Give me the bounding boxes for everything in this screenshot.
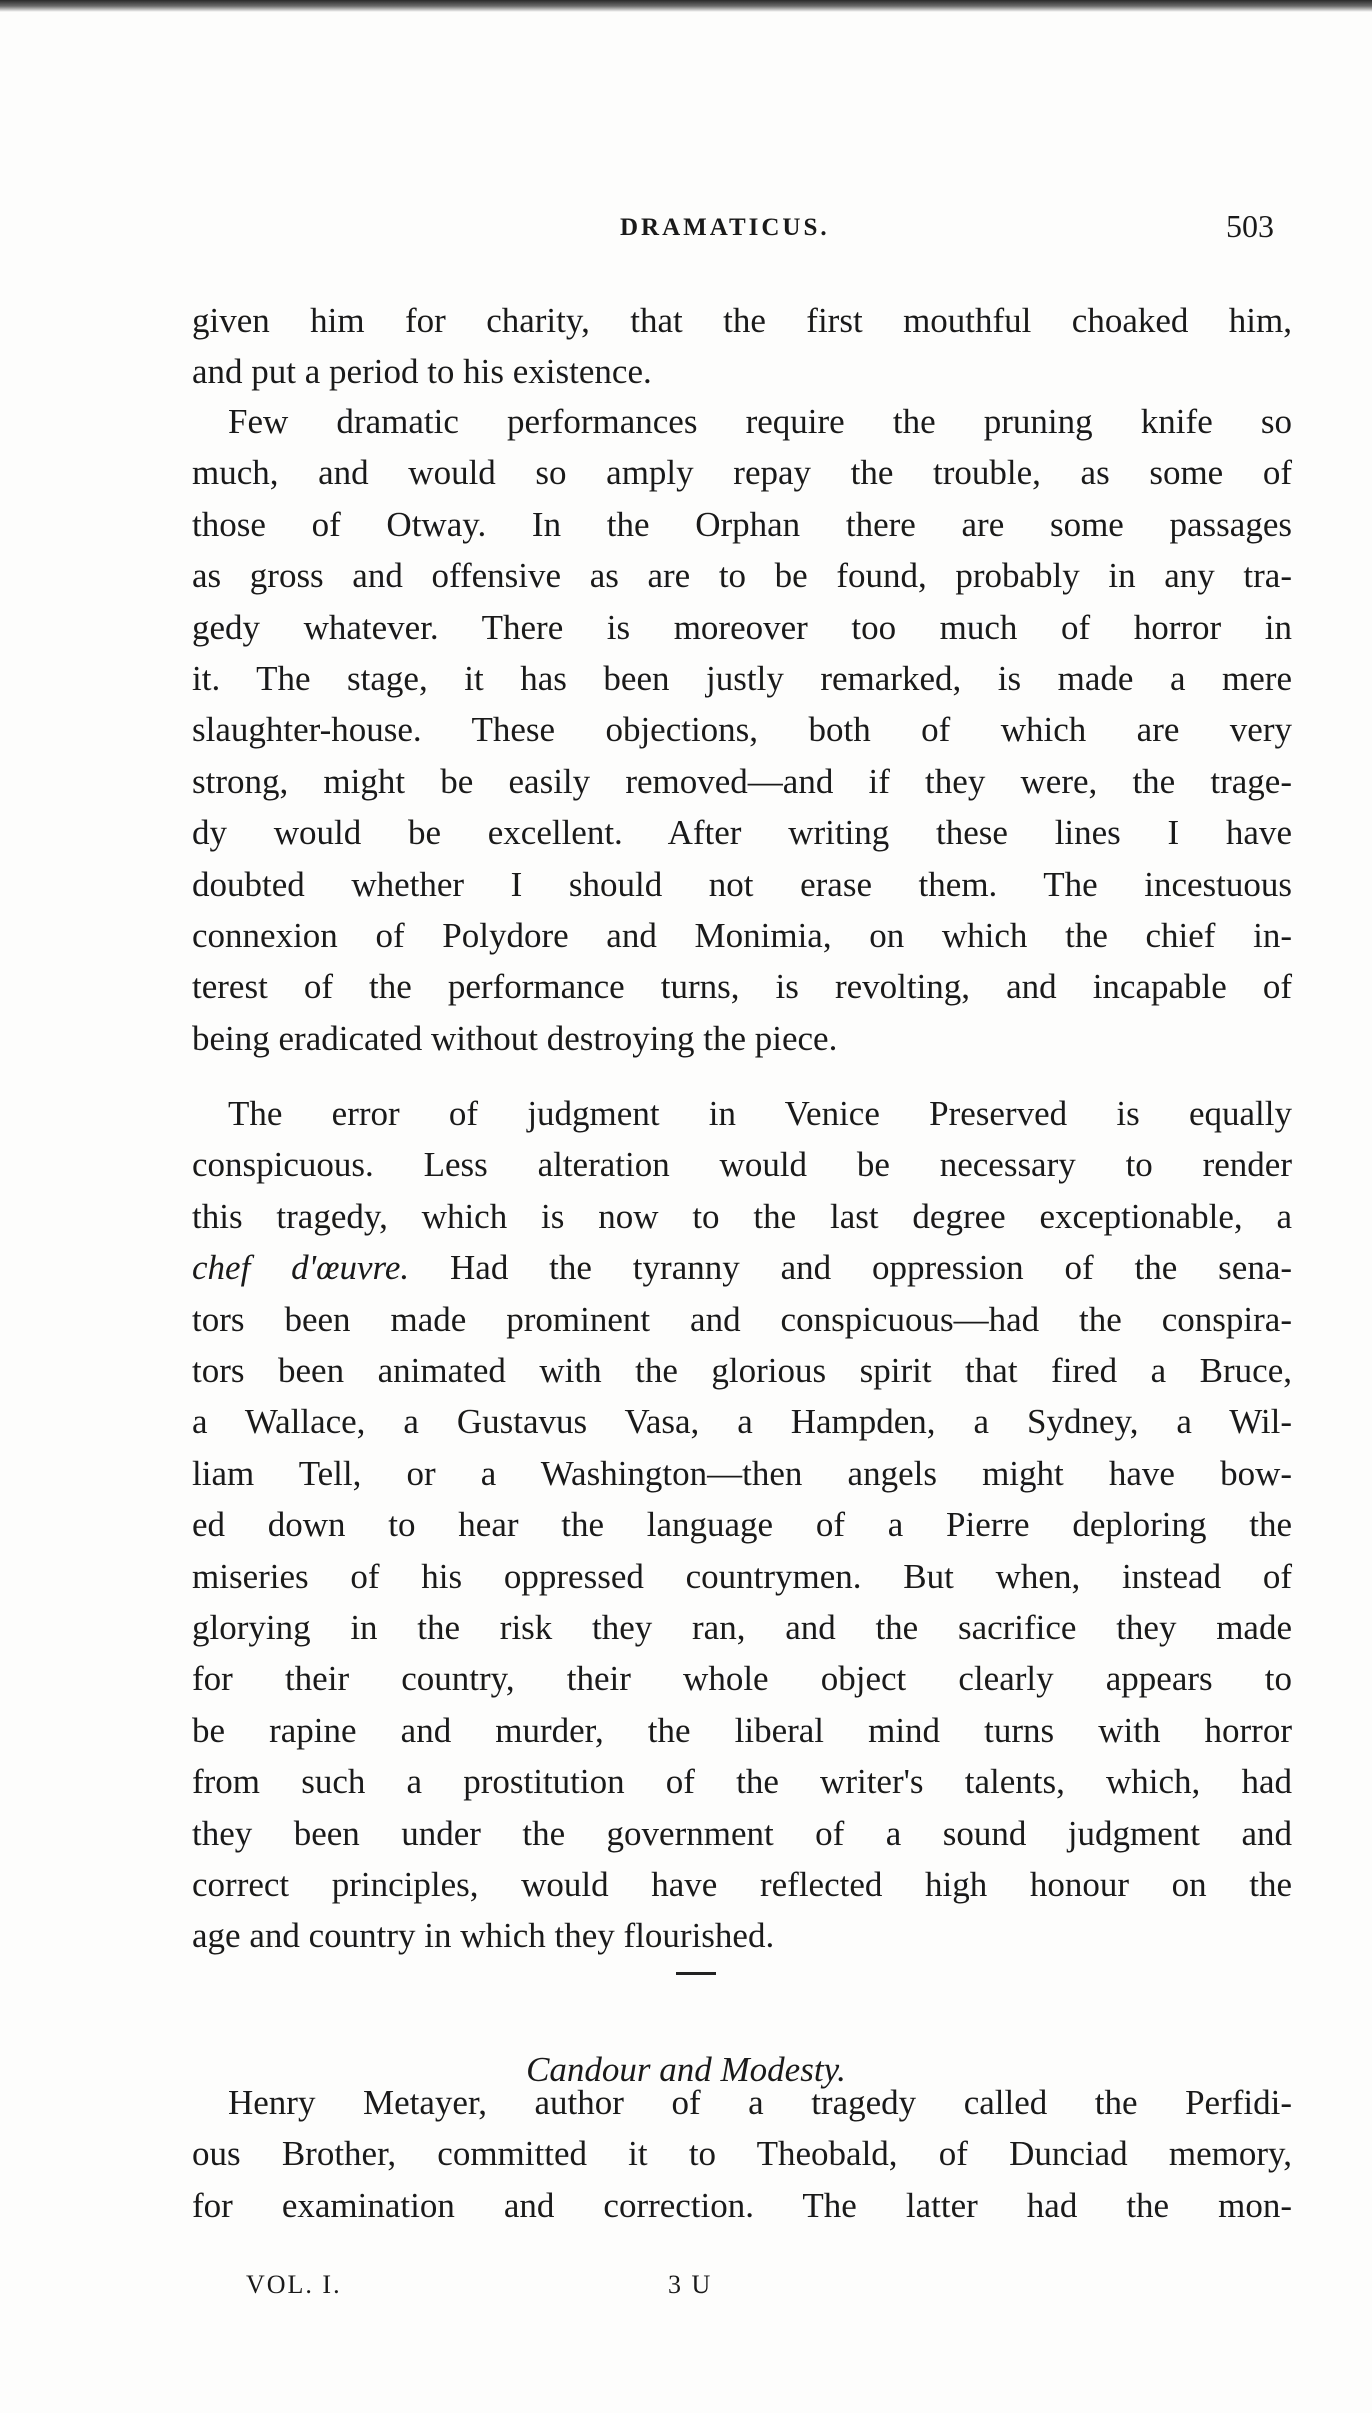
text-line: age and country in which they flourished. bbox=[192, 1916, 775, 1956]
text-line: glorying in the risk they ran, and the sacrifice they made bbox=[192, 1608, 1292, 1647]
text-line: as gross and offensive as are to be found, probably in any tra- bbox=[192, 556, 1292, 596]
section-divider bbox=[676, 1972, 716, 1975]
text-line: liam Tell, or a Washington—then angels might have bow- bbox=[192, 1453, 1292, 1493]
text-line: correct principles, would have reflected high honour on the bbox=[192, 1865, 1292, 1904]
text-line: they been under the government of a sound judgment and bbox=[192, 1813, 1292, 1853]
section-heading: Candour and Modesty. bbox=[526, 2050, 846, 2089]
text-line: for their country, their whole object clearly appears to bbox=[192, 1659, 1292, 1699]
text-line: be rapine and murder, the liberal mind turns with horror bbox=[192, 1710, 1292, 1750]
text-line: terest of the performance turns, is revolting, and incapable of bbox=[192, 967, 1292, 1007]
text-line: ous Brother, committed it to Theobald, of Dunciad memory, bbox=[192, 2134, 1292, 2174]
text-line: much, and would so amply repay the trouble, as some of bbox=[192, 453, 1292, 493]
running-title: DRAMATICUS. bbox=[620, 214, 830, 241]
text-line: The error of judgment in Venice Preserved is equally bbox=[228, 1094, 1292, 1133]
italic-phrase: chef d'œuvre. bbox=[192, 1248, 410, 1288]
text-line: gedy whatever. There is moreover too much of horror in bbox=[192, 607, 1292, 647]
page-number: 503 bbox=[1226, 208, 1274, 244]
text-line: dy would be excellent. After writing these lines I have bbox=[192, 813, 1292, 853]
text-line: tors been made prominent and conspicuous—had the conspira- bbox=[192, 1299, 1292, 1339]
text-line: conspicuous. Less alteration would be necessary to render bbox=[192, 1145, 1292, 1185]
text-line: doubted whether I should not erase them. The incestuous bbox=[192, 864, 1292, 904]
text-line: and put a period to his existence. bbox=[192, 352, 652, 392]
text-line: slaughter-house. These objections, both of which are very bbox=[192, 710, 1292, 750]
text-line: miseries of his oppressed countrymen. But when, instead of bbox=[192, 1556, 1292, 1596]
text-line: this tragedy, which is now to the last degree exceptionable, a bbox=[192, 1196, 1292, 1236]
text-line: for examination and correction. The latter had the mon- bbox=[192, 2185, 1292, 2225]
text-line: ed down to hear the language of a Pierre deploring the bbox=[192, 1505, 1292, 1545]
text-line: those of Otway. In the Orphan there are some passages bbox=[192, 504, 1292, 544]
footer-volume: VOL. I. bbox=[246, 2270, 342, 2299]
text-line: strong, might be easily removed—and if they were, the trage- bbox=[192, 761, 1292, 801]
text-line: a Wallace, a Gustavus Vasa, a Hampden, a Sydney, a Wil- bbox=[192, 1402, 1292, 1442]
text-line: Henry Metayer, author of a tragedy called the Perfidi- bbox=[228, 2083, 1292, 2122]
text-line: connexion of Polydore and Monimia, on which the chief in- bbox=[192, 916, 1292, 955]
text-line: it. The stage, it has been justly remarked, is made a mere bbox=[192, 659, 1292, 698]
scan-top-edge bbox=[0, 0, 1372, 12]
text-line: given him for charity, that the first mouthful choaked him, bbox=[192, 301, 1292, 340]
text-line: being eradicated without destroying the piece. bbox=[192, 1018, 838, 1058]
text-line: from such a prostitution of the writer's talents, which, had bbox=[192, 1762, 1292, 1802]
footer-signature: 3 U bbox=[668, 2270, 713, 2299]
text-line: chef d'œuvre. Had the tyranny and oppression of the sena- bbox=[192, 1248, 1293, 1288]
text-line: Few dramatic performances require the pruning knife so bbox=[228, 402, 1292, 441]
text-line: tors been animated with the glorious spirit that fired a Bruce, bbox=[192, 1351, 1292, 1390]
